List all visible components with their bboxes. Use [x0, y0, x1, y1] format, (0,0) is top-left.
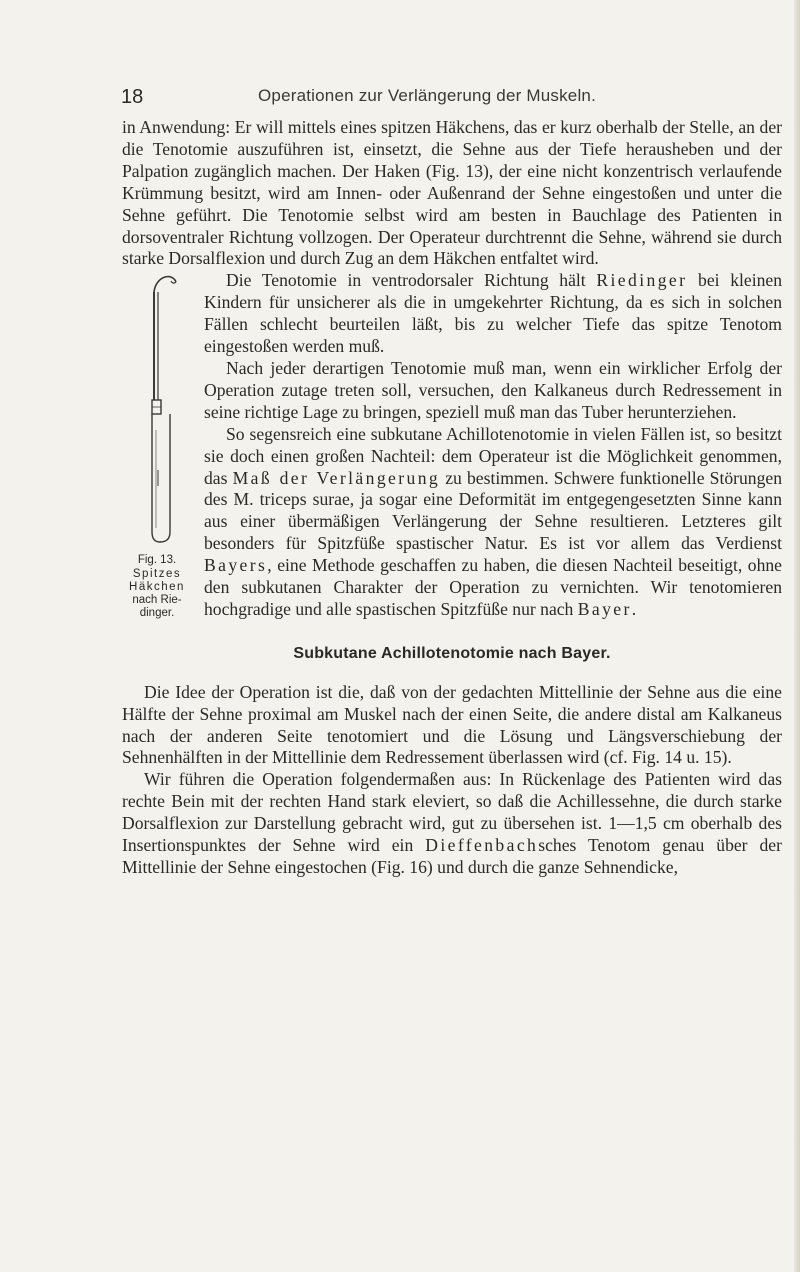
paragraph-6 [122, 769, 782, 879]
running-head: Operationen zur Verlängerung der Muskeln. [258, 86, 597, 105]
author-name-bayers: Bayers [204, 555, 268, 576]
page-number: 18 [121, 86, 144, 108]
page-edge [794, 0, 800, 1272]
paragraph-4-text: So segensreich eine subkutane Achillotenotomie in vielen Fällen ist, so besitzt sie doch einen großen Nachteil: dem Operateur ist die Möglichkeit genommen, das [204, 423, 782, 488]
paragraph-2 [122, 270, 782, 358]
caption-line: Häkchen [129, 580, 185, 593]
author-name-bayer: Bayer [577, 598, 632, 619]
figure-13-caption [122, 554, 192, 620]
body-text [122, 117, 782, 879]
paragraph-6-text: sches Tenotom genau über der Mittellinie der Sehne eingestochen (Fig. 16) und durch die ganze Sehnendicke, [122, 835, 782, 877]
emphasis-mass-der-verlaengerung: Maß der Verlängerung [232, 467, 441, 488]
author-name-riedinger: Riedinger [596, 270, 688, 291]
sharp-hook-illustration [148, 270, 182, 550]
paragraph-2-text: bei kleinen Kindern für unsicherer als die in umgekehrter Richtung, da es sich in solchen Fällen schlecht beurteilen läßt, bis zu welcher Tiefe das spitze Tenotom eingestoßen werden muß. [204, 270, 783, 357]
paragraph-1: in Anwendung: Er will mittels eines spitzen Häkchens, das er kurz oberhalb der Stelle, an der die Tenotomie auszuführen ist, einsetzt, die Sehne aus der Tiefe herausheben und der Palpation zugänglich machen. Der Haken (Fig. 13), der eine nicht konzentrisch verlaufende Krümmung besitzt, wird am Innen- oder Außenrand der Sehne eingestoßen und unter die Sehne geführt. Die Tenotomie selbst wird am besten in Bauchlage des Patienten in dorsoventraler Richtung vollzogen. Der Operateur durchtrennt die Sehne, während sie durch starke Dorsalflexion und durch Zug an dem Häkchen entfaltet wird. [122, 117, 782, 269]
paragraph-4-text: . [631, 598, 637, 619]
caption-line: nach Rie- [132, 593, 182, 606]
paragraph-6-text: Wir führen die Operation folgendermaßen aus: In Rückenlage des Patienten wird das rechte Bein mit der rechten Hand stark eleviert, so daß die Achillessehne, die durch starke Dorsalflexion zur Darstellung gebracht wird, gut zu übersehen ist. 1—1,5 cm oberhalb des Insertionspunktes der Sehne wird ein [122, 769, 782, 856]
author-name-dieffenbach: Dieffenbach [425, 835, 539, 856]
paragraph-5: Die Idee der Operation ist die, daß von der gedachten Mittellinie der Sehne aus die eine Hälfte der Sehne proximal am Muskel nach der einen Seite, die andere distal am Kalkaneus nach der anderen Seite tenotomiert und die Lösung und Längsverschiebung der Sehnenhälften in der Mittellinie dem Redressement überlassen wird (cf. Fig. 14 u. 15). [122, 681, 782, 768]
figure-13 [122, 270, 198, 620]
paragraph-3: Nach jeder derartigen Tenotomie muß man, wenn ein wirklicher Erfolg der Operation zutage treten soll, versuchen, den Kalkaneus durch Redressement in seine richtige Lage zu bringen, speziell muß man das Tuber herunterziehen. [204, 357, 782, 422]
paragraph-4 [122, 424, 782, 621]
caption-line: dinger. [139, 607, 175, 620]
section-heading: Subkutane Achillotenotomie nach Bayer. [293, 644, 611, 662]
caption-line: Spitzes [132, 567, 182, 580]
paragraph-4-text: zu bestimmen. Schwere funktionelle Störungen des M. triceps surae, ja sogar eine Deformität im entgegengesetzten Sinne kann aus einer übermäßigen Verlängerung der Sehne resultieren. Letzteres gilt besonders für Spitzfüße spastischer Natur. Es ist vor allem das Verdienst [204, 467, 782, 554]
caption-figure-label: Fig. 13. [137, 554, 177, 567]
paragraph-4-text: , eine Methode geschaffen zu haben, die diesen Nachteil beseitigt, ohne den subkutanen Charakter der Operation zu vernichten. Wir tenotomieren hochgradige und alle spastischen Spitzfüße nur nach [204, 555, 782, 619]
paragraph-2-text: Die Tenotomie in ventrodorsaler Richtung hält [226, 270, 597, 291]
